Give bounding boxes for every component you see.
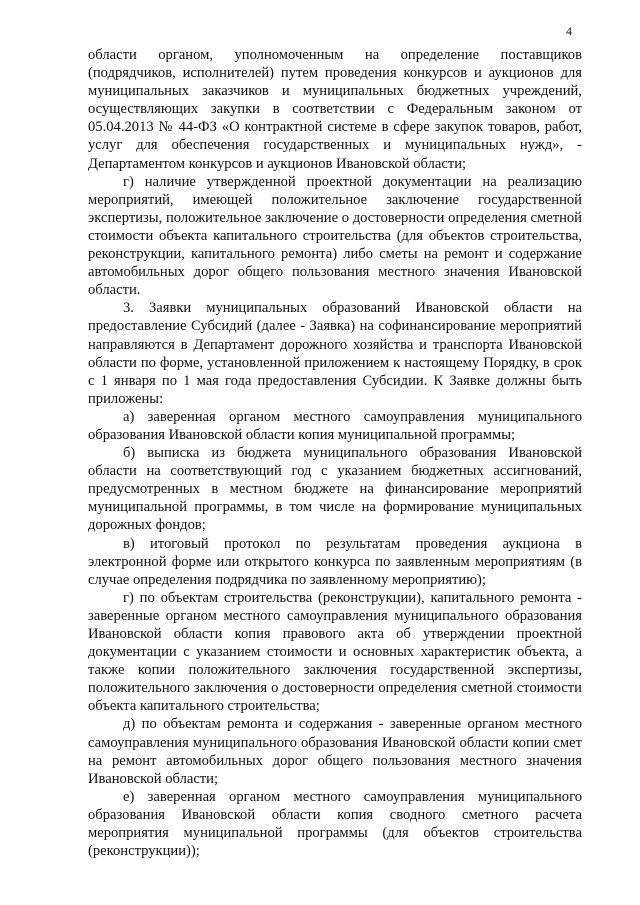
- paragraph-item-b-budget-extract: б) выписка из бюджета муниципального образования Ивановской области на соответствующий год с указанием бюджетных ассигнований, предусмотренных в местном бюджете на финансирование мероприятий муниципальной программы, в том числе на формирование муниципальных дорожных фондов;: [88, 445, 582, 534]
- paragraph-item-d-repair-objects: д) по объектам ремонта и содержания - заверенные органом местного самоуправления муниципального образования Ивановской области копии смет на ремонт автомобильных дорог общего пользования местного значения Ивановской области;: [88, 716, 582, 787]
- paragraph-item-g-design-documentation: г) наличие утвержденной проектной документации на реализацию мероприятий, имеющей положительное заключение государственной экспертизы, положительное заключение о достоверности определения сметной стоимости объекта капитального строительства (для объектов строительства, реконструкции, капитального ремонта) либо сметы на ремонт и содержание автомобильных дорог общего пользования местного значения Ивановской области.: [88, 173, 582, 299]
- paragraph-item-e-estimate-copy: е) заверенная органом местного самоуправления муниципального образования Ивановской области копия сводного сметного расчета мероприятия муниципальной программы (для объектов строительства (реконструкции));: [88, 788, 582, 860]
- page-number: 4: [566, 24, 572, 38]
- paragraph-item-a-program-copy: а) заверенная органом местного самоуправления муниципального образования Ивановской области копия муниципальной программы;: [88, 408, 582, 443]
- paragraph-item-v-auction-protocol: в) итоговый протокол по результатам проведения аукциона в электронной форме или открытого конкурса по заявленным мероприятиям (в случае определения подрядчика по заявленному мероприятию);: [88, 535, 582, 588]
- paragraph-section-3-applications: 3. Заявки муниципальных образований Ивановской области на предоставление Субсидий (далее - Заявка) на софинансирование мероприятий направляются в Департамент дорожного хозяйства и транспорта Ивановской области по форме, установленной приложением к настоящему Порядку, в срок с 1 января по 1 мая года предоставления Субсидии. К Заявке должны быть приложены:: [88, 300, 582, 407]
- document-body: [88, 46, 582, 860]
- paragraph-continuation: области органом, уполномоченным на определение поставщиков (подрядчиков, исполнителей) путем проведения конкурсов и аукционов для муниципальных заказчиков и муниципальных бюджетных учреждений, осуществляющих закупки в соответствии с Федеральным законом от 05.04.2013 № 44-ФЗ «О контрактной системе в сфере закупок товаров, работ, услуг для обеспечения государственных и муниципальных нужд», - Департаментом конкурсов и аукционов Ивановской области;: [88, 47, 582, 172]
- paragraph-item-g-construction-objects: г) по объектам строительства (реконструкции), капитального ремонта - заверенные органом местного самоуправления муниципального образования Ивановской области копия правового акта об утверждении проектной документации с указанием стоимости и основных характеристик объекта, а также копии положительного заключения государственной экспертизы, положительного заключения о достоверности определения сметной стоимости объекта капитального строительства;: [88, 589, 582, 715]
